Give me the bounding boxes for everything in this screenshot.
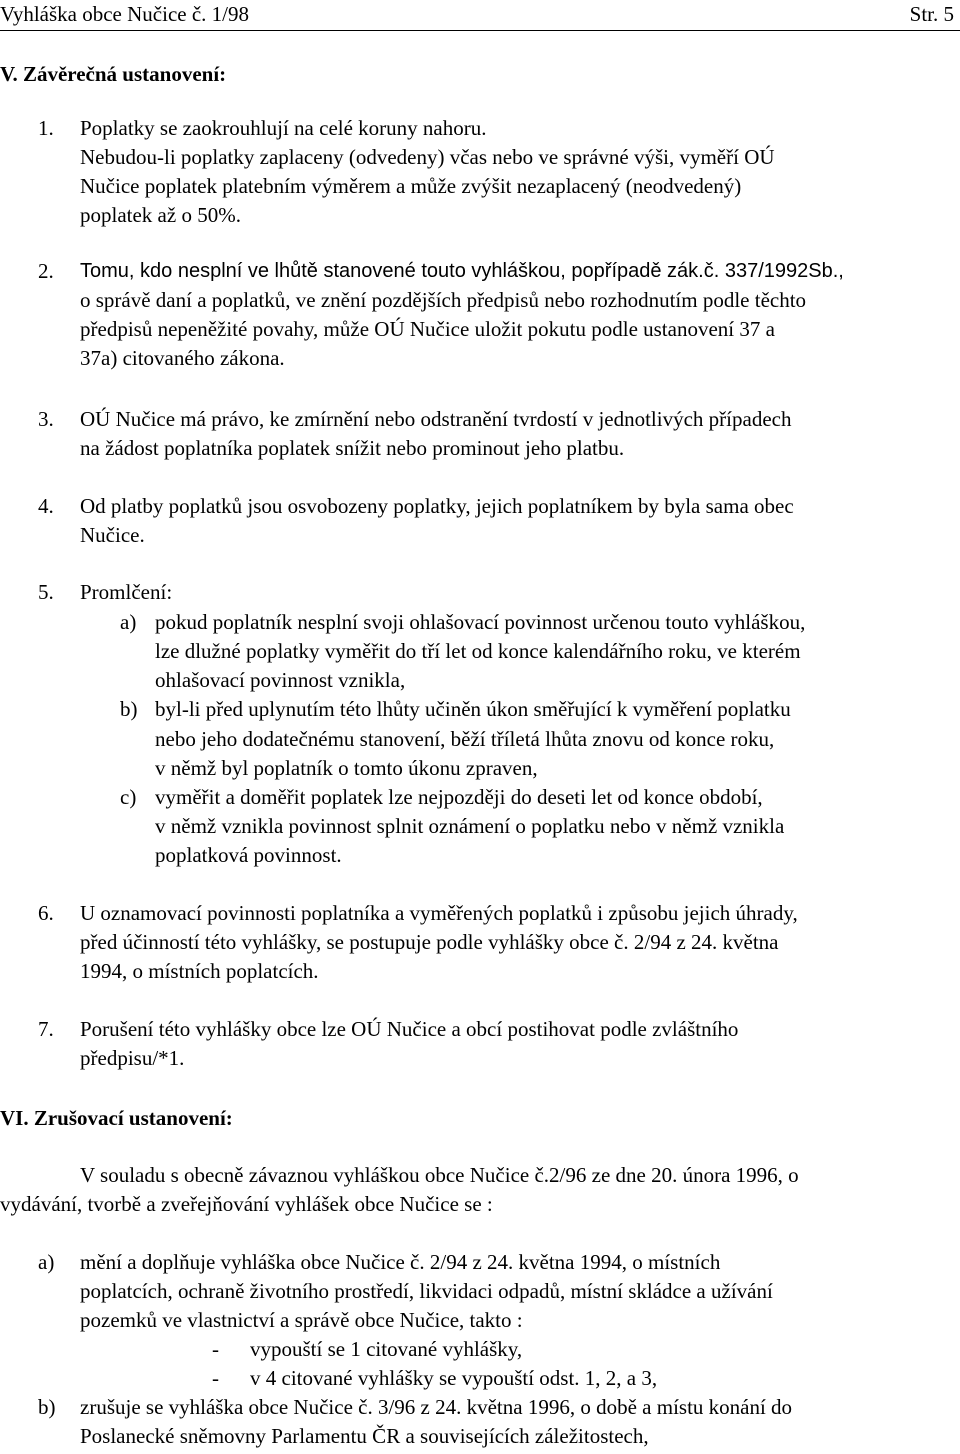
item-4-number: 4. [38, 494, 54, 518]
item-7-line: Porušení této vyhlášky obce lze OÚ Nučice a obcí postihovat podle zvláštního [80, 1017, 739, 1041]
header-rule [0, 30, 960, 31]
header-page-number: Str. 5 [909, 2, 954, 26]
item-5c-line: poplatková povinnost. [155, 843, 342, 867]
item-1-line: poplatek až o 50%. [80, 203, 241, 227]
section-vi-intro-line: vydávání, tvorbě a zveřejňování vyhlášek obce Nučice se : [0, 1192, 493, 1216]
section-vi-a-label: a) [38, 1250, 55, 1274]
header-title: Vyhláška obce Nučice č. 1/98 [0, 2, 249, 26]
item-5c-line: vyměřit a doměřit poplatek lze nejpozději do deseti let od konce období, [155, 785, 763, 809]
item-5b-label: b) [120, 697, 138, 721]
item-2-line: předpisů nepeněžité povahy, může OÚ Nučice uložit pokutu podle ustanovení 37 a [80, 317, 775, 341]
item-1-line: Nebudou-li poplatky zaplaceny (odvedeny) včas nebo ve správné výši, vyměří OÚ [80, 145, 775, 169]
item-2-number: 2. [38, 259, 54, 283]
bullet-dash: - [212, 1337, 219, 1361]
item-5-number: 5. [38, 580, 54, 604]
item-4-line: Nučice. [80, 523, 145, 547]
section-vi-b-line: zrušuje se vyhláška obce Nučice č. 3/96 z 24. května 1996, o době a místu konání do [80, 1395, 793, 1419]
section-vi-a-line: poplatcích, ochraně životního prostředí, likvidaci odpadů, místní skládce a užívání [80, 1279, 773, 1303]
section-vi-intro-line: V souladu s obecně závaznou vyhláškou obce Nučice č.2/96 ze dne 20. února 1996, o [80, 1163, 799, 1187]
item-5b-line: nebo jeho dodatečnému stanovení, běží tříletá lhůta znovu od konce roku, [155, 727, 775, 751]
item-5-title: Promlčení: [80, 580, 173, 604]
item-1-number: 1. [38, 116, 54, 140]
item-7-line: předpisu/*1. [80, 1046, 185, 1070]
item-3-line: OÚ Nučice má právo, ke zmírnění nebo odstranění tvrdostí v jednotlivých případech [80, 407, 792, 431]
section-vi-b-line: Poslanecké sněmovny Parlamentu ČR a souvisejících záležitostech, [80, 1424, 649, 1448]
item-2-line: Tomu, kdo nesplní ve lhůtě stanovené touto vyhláškou, popřípadě zák.č. 337/1992Sb., [80, 260, 844, 282]
section-vi-a-line: mění a doplňuje vyhláška obce Nučice č. 2/94 z 24. května 1994, o místních [80, 1250, 721, 1274]
bullet-dash: - [212, 1366, 219, 1390]
item-6-line: před účinností této vyhlášky, se postupuje podle vyhlášky obce č. 2/94 z 24. května [80, 930, 779, 954]
item-6-number: 6. [38, 901, 54, 925]
section-vi-heading: VI. Zrušovací ustanovení: [0, 1106, 233, 1130]
item-1-line: Poplatky se zaokrouhlují na celé koruny nahoru. [80, 116, 487, 140]
item-5a-line: ohlašovací povinnost vznikla, [155, 668, 406, 692]
item-5a-label: a) [120, 610, 137, 634]
item-5a-line: pokud poplatník nesplní svoji ohlašovací povinnost určenou touto vyhláškou, [155, 610, 806, 634]
item-2-line: 37a) citovaného zákona. [80, 346, 285, 370]
section-vi-a-line: pozemků ve vlastnictví a správě obce Nučice, takto : [80, 1308, 523, 1332]
item-5b-line: v němž byl poplatník o tomto úkonu zpraven, [155, 756, 538, 780]
section-vi-b-label: b) [38, 1395, 56, 1419]
item-5c-label: c) [120, 785, 137, 809]
section-vi-a-bullet: v 4 citované vyhlášky se vypouští odst. 1, 2, a 3, [250, 1366, 658, 1390]
item-5b-line: byl-li před uplynutím této lhůty učiněn úkon směřující k vyměření poplatku [155, 697, 791, 721]
item-3-number: 3. [38, 407, 54, 431]
item-3-line: na žádost poplatníka poplatek snížit nebo prominout jeho platbu. [80, 436, 625, 460]
section-v-heading: V. Závěrečná ustanovení: [0, 62, 227, 86]
item-6-line: 1994, o místních poplatcích. [80, 959, 319, 983]
item-4-line: Od platby poplatků jsou osvobozeny poplatky, jejich poplatníkem by byla sama obec [80, 494, 794, 518]
item-5c-line: v němž vznikla povinnost splnit oznámení o poplatku nebo v němž vznikla [155, 814, 785, 838]
item-2-line: o správě daní a poplatků, ve znění pozdějších předpisů nebo rozhodnutím podle těchto [80, 288, 807, 312]
item-7-number: 7. [38, 1017, 54, 1041]
item-5a-line: lze dlužné poplatky vyměřit do tří let od konce kalendářního roku, ve kterém [155, 639, 801, 663]
section-vi-a-bullet: vypouští se 1 citované vyhlášky, [250, 1337, 523, 1361]
item-6-line: U oznamovací povinnosti poplatníka a vyměřených poplatků i způsobu jejich úhrady, [80, 901, 798, 925]
item-1-line: Nučice poplatek platebním výměrem a může zvýšit nezaplacený (neodvedený) [80, 174, 742, 198]
